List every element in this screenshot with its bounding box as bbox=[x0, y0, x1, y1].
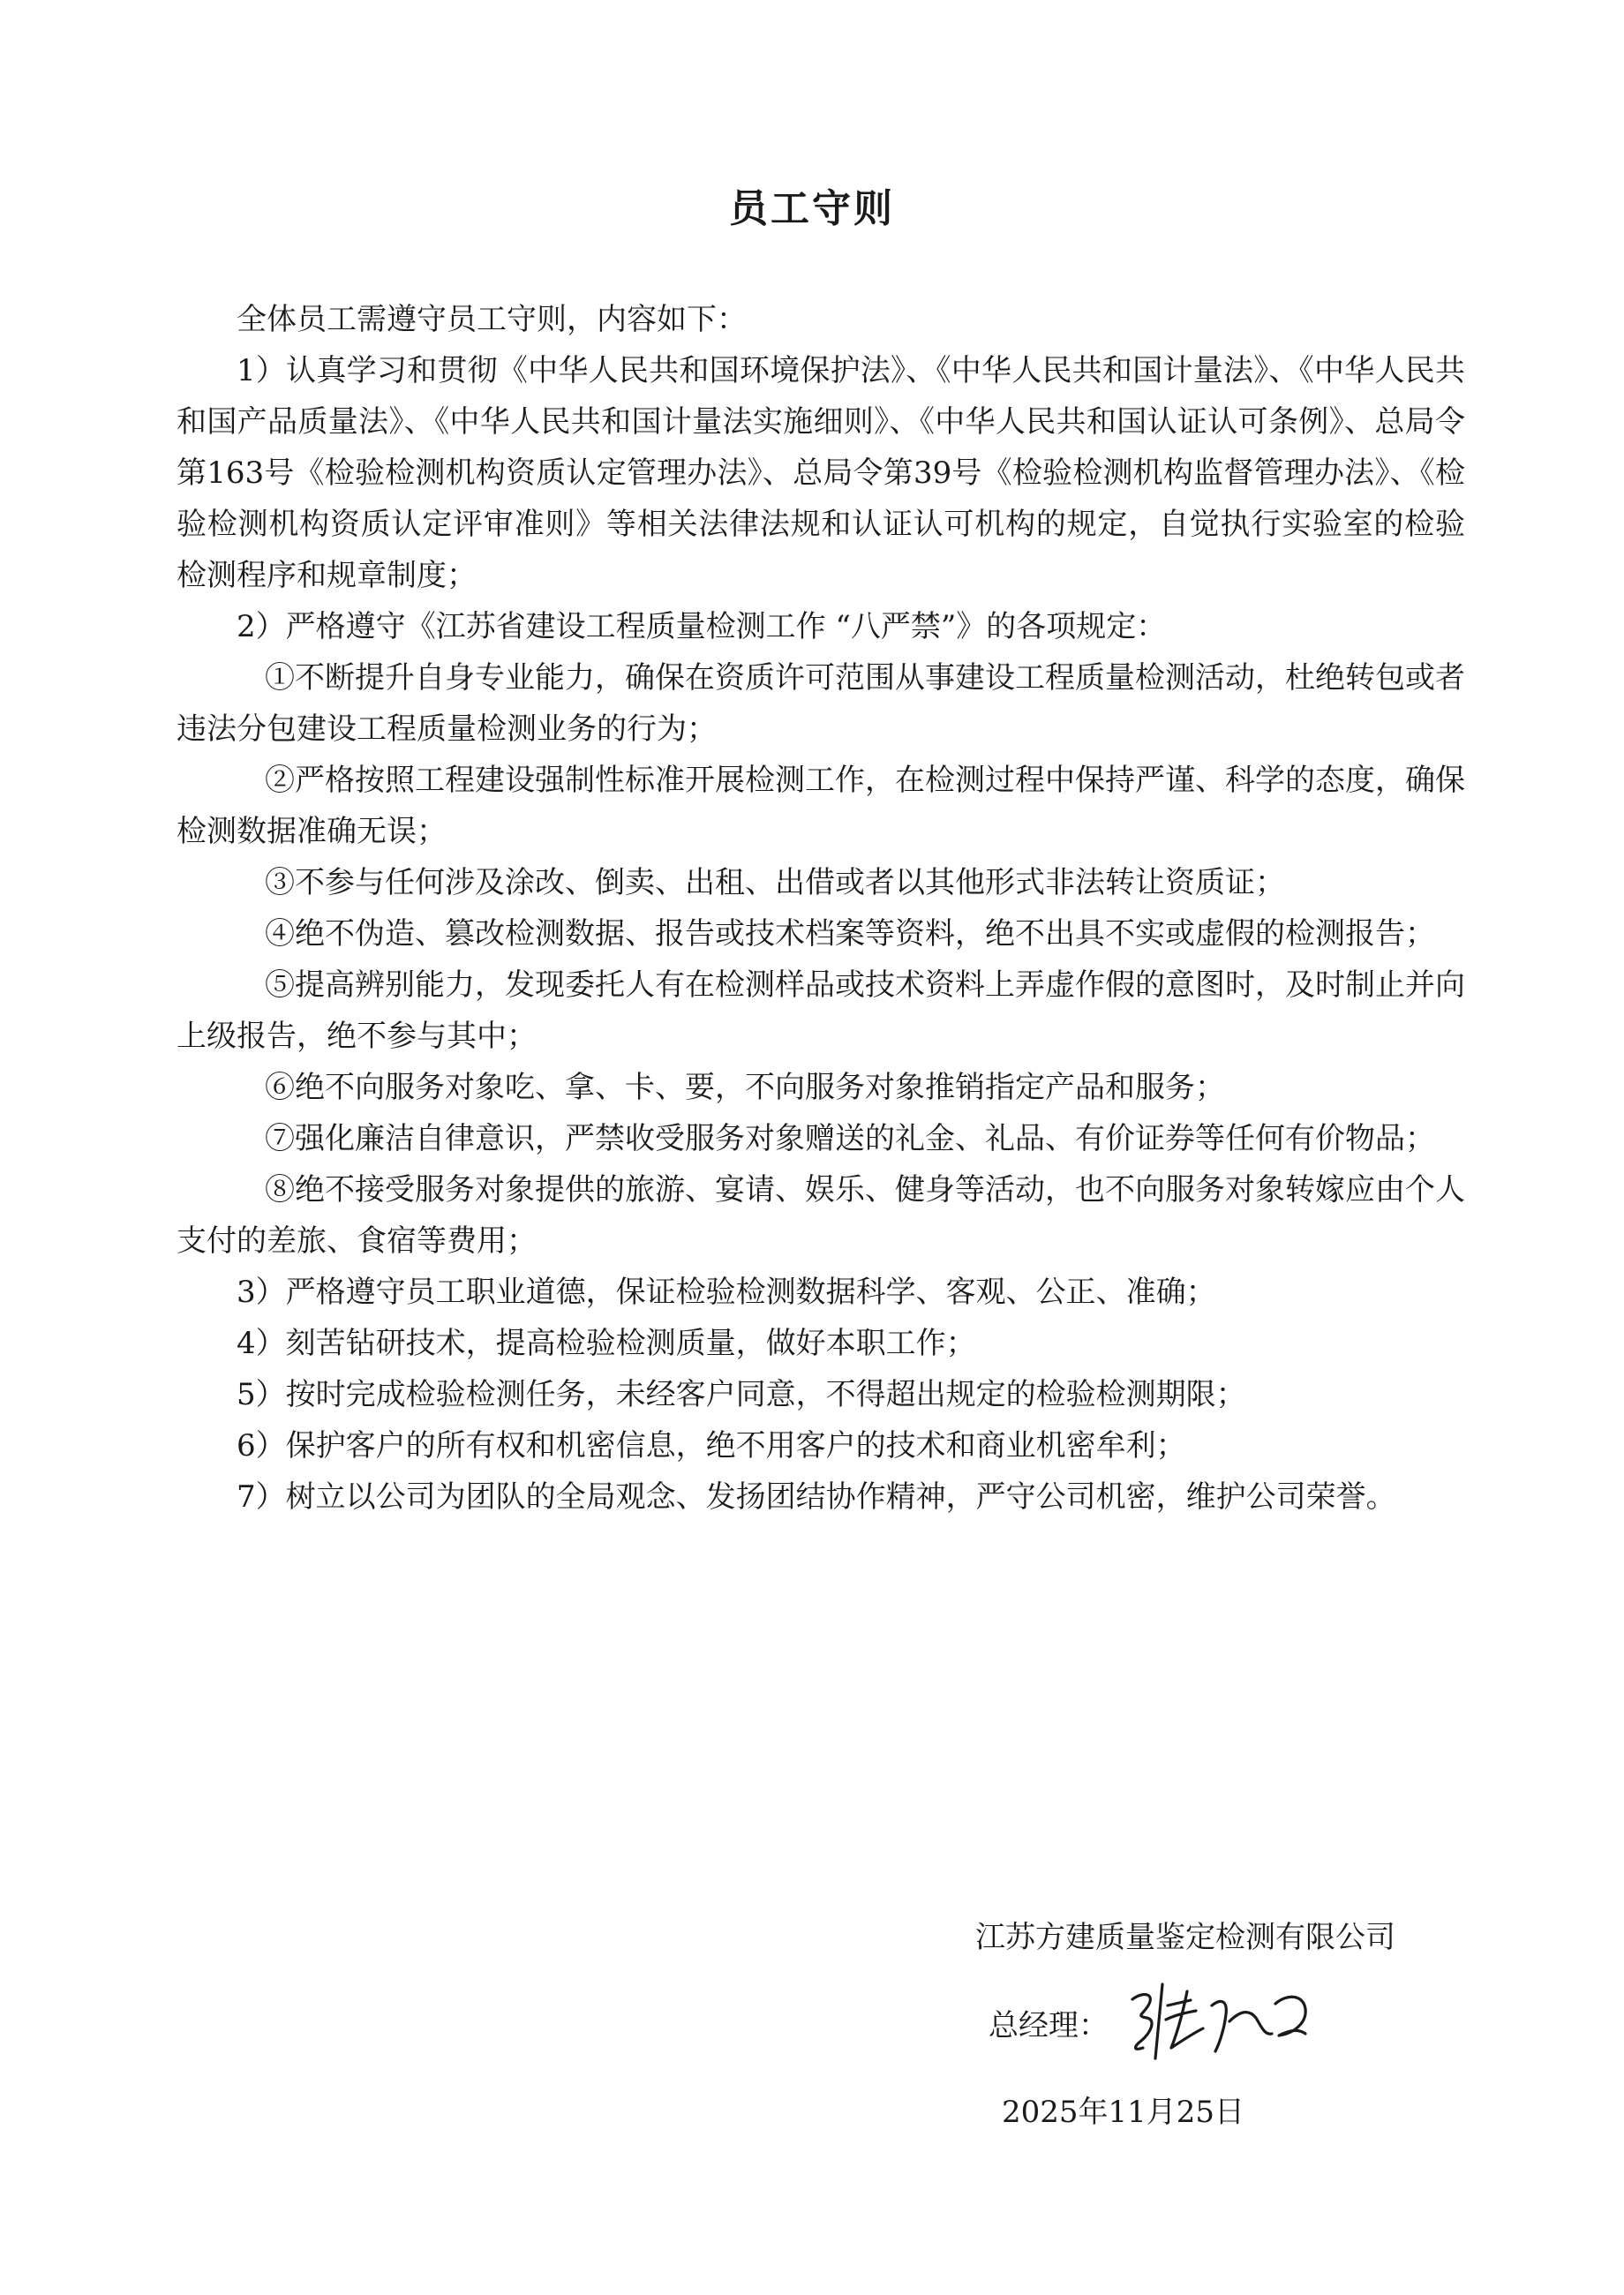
item-2-paragraph: 2）严格遵守《江苏省建设工程质量检测工作 “八严禁”》的各项规定： bbox=[237, 609, 1167, 644]
sub-item-2-paragraph: ②严格按照工程建设强制性标准开展检测工作，在检测过程中保持严谨、科学的态度，确保检测数据准确无误； bbox=[177, 763, 1465, 849]
item-1-paragraph: 1）认真学习和贯彻《中华人民共和国环境保护法》、《中华人民共和国计量法》、《中华人民共和国产品质量法》、《中华人民共和国计量法实施细则》、《中华人民共和国认证认可条例》、总局令第163号《检验检测机构资质认定管理办法》、总局令第39号《检验检测机构监督管理办法》、《检验检测机构资质认定评审准则》等相关法律法规和认证认可机构的规定，自觉执行实验室的检验检测程序和规章制度； bbox=[177, 353, 1465, 593]
sub-item-6-paragraph: ⑥绝不向服务对象吃、拿、卡、要，不向服务对象推销指定产品和服务； bbox=[265, 1070, 1225, 1105]
document-date: 2025年11月25日 bbox=[1002, 2095, 1245, 2130]
sub-item-7-paragraph: ⑦强化廉洁自律意识，严禁收受服务对象赠送的礼金、礼品、有价证券等任何有价物品； bbox=[265, 1121, 1435, 1156]
sub-item-5-paragraph: ⑤提高辨别能力，发现委托人有在检测样品或技术资料上弄虚作假的意图时，及时制止并向上级报告，绝不参与其中； bbox=[177, 967, 1465, 1054]
intro-paragraph: 全体员工需遵守员工守则，内容如下： bbox=[237, 302, 747, 337]
company-name: 江苏方建质量鉴定检测有限公司 bbox=[975, 1920, 1395, 1955]
item-7-paragraph: 7）树立以公司为团队的全局观念、发扬团结协作精神，严守公司机密，维护公司荣誉。 bbox=[237, 1479, 1396, 1515]
handwritten-signature bbox=[1116, 1960, 1320, 2074]
sub-item-4-paragraph: ④绝不伪造、篡改检测数据、报告或技术档案等资料，绝不出具不实或虚假的检测报告； bbox=[265, 916, 1435, 952]
item-5-paragraph: 5）按时完成检验检测任务，未经客户同意，不得超出规定的检验检测期限； bbox=[237, 1377, 1246, 1412]
sub-item-1-paragraph: ①不断提升自身专业能力，确保在资质许可范围从事建设工程质量检测活动，杜绝转包或者违法分包建设工程质量检测业务的行为； bbox=[177, 660, 1465, 747]
item-4-paragraph: 4）刻苦钻研技术，提高检验检测质量，做好本职工作； bbox=[237, 1326, 976, 1361]
document-body bbox=[177, 294, 1465, 1523]
sub-item-3-paragraph: ③不参与任何涉及涂改、倒卖、出租、出借或者以其他形式非法转让资质证； bbox=[265, 865, 1285, 900]
general-manager-label: 总经理： bbox=[989, 2008, 1109, 2043]
item-6-paragraph: 6）保护客户的所有权和机密信息，绝不用客户的技术和商业机密牟利； bbox=[237, 1428, 1186, 1464]
item-3-paragraph: 3）严格遵守员工职业道德，保证检验检测数据科学、客观、公正、准确； bbox=[237, 1275, 1216, 1310]
document-title: 员工守则 bbox=[729, 186, 895, 231]
sub-item-8-paragraph: ⑧绝不接受服务对象提供的旅游、宴请、娱乐、健身等活动，也不向服务对象转嫁应由个人支付的差旅、食宿等费用； bbox=[177, 1172, 1465, 1259]
